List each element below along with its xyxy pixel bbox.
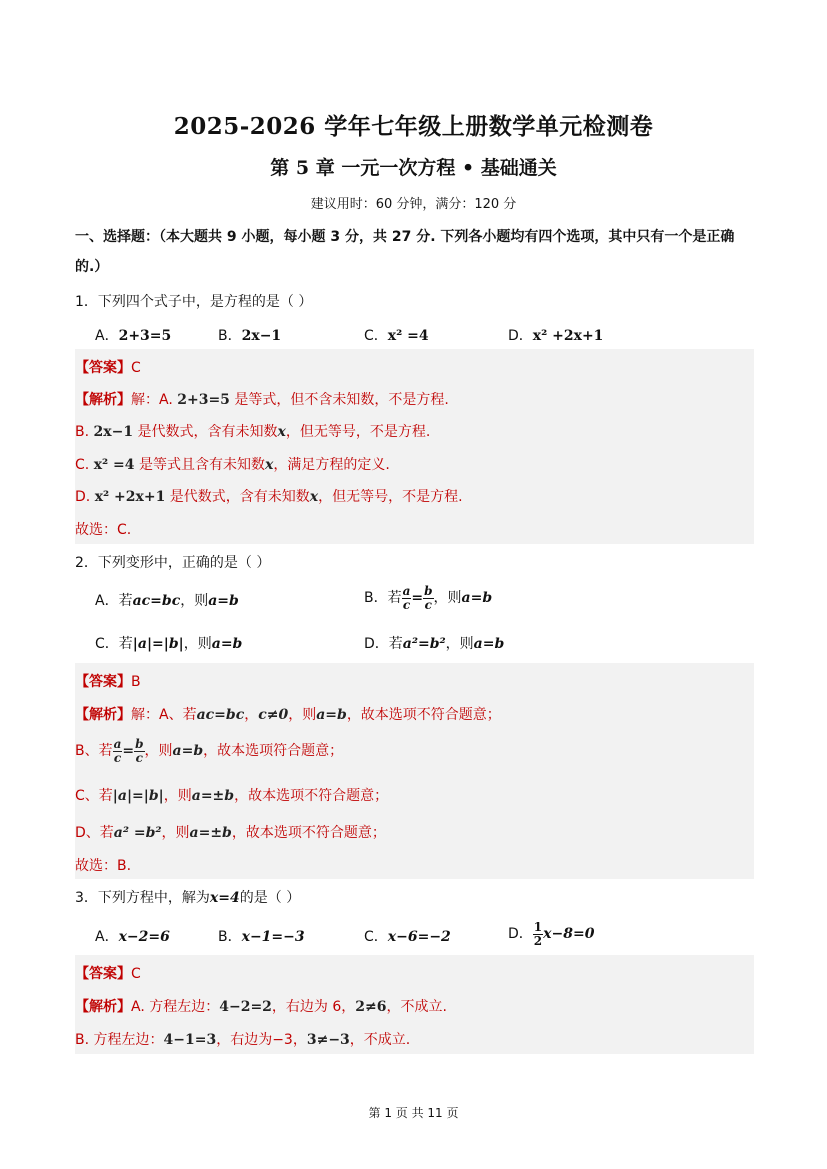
q2-explanation-b [75,732,343,770]
q3-expl-tag: 【解析】 [75,999,131,1015]
q3-explanation-b [75,1029,410,1049]
q1-explanation-b [75,421,430,441]
q2-e3-math: |a|=|b| [112,788,164,804]
q2-e1-post: ，故本选项不符合题意； [346,707,501,723]
q2-e2-frac-right [134,738,144,765]
q2-option-a-pre: A．若 [95,593,133,609]
section-heading: 一、选择题：（本大题共 9 小题，每小题 3 分，共 27 分. 下列各小题均有四个选项，其中只有一个是正确的.） [75,229,735,275]
frac-denominator: c [402,597,411,612]
q2-option-a-res: a=b [208,593,239,609]
q2-option-b-res: a=b [461,590,493,606]
q2-e2-post: ，故本选项符合题意； [203,743,344,759]
q3-e2-math: 4−1=3 [163,1032,217,1048]
frac-denominator: 2 [533,933,543,948]
q2-answer-value: B [131,674,141,690]
frac-numerator: b [135,736,144,751]
q1-expl-b-post1: 是代数式，含有未知数 [137,424,278,440]
q2-e2-eq: = [122,743,135,759]
q3-option-b [218,926,305,946]
q2-e3-pre: C、若 [75,788,113,804]
frac-numerator: a [402,583,411,598]
q2-answer-tag: 【答案】 [75,674,131,690]
q1-expl-a-math: 2+3=5 [177,392,230,408]
frac-numerator: a [113,736,122,751]
q2-option-a [95,590,239,610]
q1-expl-b-pre: B. [75,424,90,440]
q1-option-c-math: x² =4 [387,328,429,344]
q1-option-d-label: D． [508,328,533,344]
q1-expl-c-pre: C. [75,457,90,473]
q2-option-d-pre: D．若 [364,636,403,652]
frac-numerator: 1 [533,919,543,934]
q3-option-a-math: x−2=6 [118,929,170,945]
q2-option-a-mid: ，则 [180,593,209,609]
q1-option-b-label: B． [218,328,242,344]
q2-option-b-pre: B．若 [364,590,402,606]
q2-option-d [364,633,504,653]
q2-option-b [364,579,492,617]
q1-expl-c-post1: 是等式且含有未知数 [138,457,265,473]
q1-expl-d-var: x [309,489,319,505]
q2-e2-res: a=b [172,743,204,759]
q1-expl-b-post2: ，但无等号，不是方程. [285,424,431,440]
q2-e4-pre: D、若 [75,825,114,841]
q3-e2-mid: ，右边为−3， [216,1032,307,1048]
q3-option-c-label: C． [364,929,388,945]
q1-expl-c-math: x² =4 [93,457,135,473]
q2-e2-mid: ，则 [144,743,173,759]
q2-option-b-frac-right [423,585,433,612]
q2-e4-post: ，故本选项不符合题意； [231,825,386,841]
q2-expl-tag: 【解析】 [75,707,131,723]
q1-expl-d-post1: 是代数式，含有未知数 [169,489,310,505]
q1-answer-box [75,349,754,544]
q2-option-c [95,633,242,653]
q1-expl-a-post: 是等式，但不含未知数，不是方程. [234,392,449,408]
q2-explanation-c [75,785,388,805]
exam-info: 建议用时：60 分钟，满分：120 分 [310,197,517,212]
q2-e3-mid: ，则 [163,788,192,804]
q3-answer-tag: 【答案】 [75,966,131,982]
q3-option-d-frac [533,921,543,948]
q1-expl-tag: 【解析】 [75,392,131,408]
q3-e2-post: ，不成立. [349,1032,411,1048]
question-3-stem [75,887,300,907]
q1-option-a-math: 2+3=5 [118,328,172,344]
q2-e1-res: a=b [316,707,347,723]
q2-e2-pre: B、若 [75,743,113,759]
q3-option-d-label: D． [508,926,533,942]
q2-option-d-res: a=b [473,636,505,652]
q1-option-c-label: C． [364,328,388,344]
q1-option-d-math: x² +2x+1 [532,328,604,344]
q2-e1-mid: ，则 [288,707,317,723]
q2-e1-pre: 解：A、若 [131,707,197,723]
q3-answer-value: C [131,966,141,982]
q3-option-d-math: x−8=0 [543,926,595,942]
q1-answer [75,357,141,377]
chapter-subtitle: 第 5 章 一元一次方程 • 基础通关 [270,157,557,179]
q1-expl-b-math: 2x−1 [93,424,134,440]
q1-expl-d-post2: ，但无等号，不是方程. [318,489,463,505]
q3-stem-post: 的是（ ） [239,890,301,906]
page-footer: 第 1 页 共 11 页 [368,1106,459,1120]
q2-e1-math: ac=bc [196,707,245,723]
q3-option-b-math: x−1=−3 [241,929,305,945]
exam-title: 2025-2026 学年七年级上册数学单元检测卷 [173,113,654,140]
q2-option-c-mid: ，则 [183,636,212,652]
q2-answer-box [75,663,754,879]
q1-expl-c-var: x [264,457,274,473]
q3-e1-post: ，不成立. [386,999,447,1015]
q1-option-c [364,325,429,345]
q2-conclusion: 故选：B. [75,858,132,874]
q2-option-d-math: a²=b² [402,636,446,652]
q2-option-b-frac-left [402,585,412,612]
q2-e1-sep: ， [244,707,259,723]
q3-e1-math: 4−2=2 [219,999,272,1015]
q2-option-b-eq: = [411,590,424,606]
q2-e3-post: ，故本选项不符合题意； [234,788,389,804]
q3-e1-ne: 2≠6 [355,999,387,1015]
frac-numerator: b [424,583,433,598]
q2-e2-frac-left [113,738,123,765]
question-2-stem: 2．下列变形中，正确的是（ ） [75,555,271,571]
frac-denominator: c [135,750,143,765]
q1-expl-a-pre: 解：A. [131,392,173,408]
q2-option-c-math: |a|=|b| [132,636,184,652]
q2-explanation-d [75,822,386,842]
q1-explanation-c [75,454,390,474]
q1-explanation-d [75,486,463,506]
q3-option-a-label: A． [95,929,119,945]
q3-stem-pre: 3．下列方程中，解为 [75,890,210,906]
q1-option-b [218,325,281,345]
q3-explanation-a [75,996,447,1016]
q2-answer [75,671,141,691]
q1-expl-d-math: x² +2x+1 [94,489,166,505]
q3-option-b-label: B． [218,929,242,945]
q3-option-d [508,915,594,953]
q2-e3-res: a=±b [191,788,235,804]
q3-e1-pre: A. 方程左边： [131,999,220,1015]
q1-expl-b-var: x [277,424,286,440]
q2-option-b-mid: ，则 [433,590,462,606]
q3-e1-mid: ，右边为 6， [271,999,356,1015]
frac-denominator: c [113,750,122,765]
frac-denominator: c [424,597,432,612]
q1-answer-tag: 【答案】 [75,360,131,376]
q2-option-c-res: a=b [211,636,243,652]
q3-e2-pre: B. 方程左边： [75,1032,164,1048]
q3-option-c-math: x−6=−2 [387,929,451,945]
q2-e4-res: a=±b [189,825,232,841]
q1-option-b-math: 2x−1 [241,328,282,344]
q2-e4-math: a² =b² [113,825,162,841]
q3-stem-math: x=4 [209,890,240,906]
q1-option-a-label: A． [95,328,119,344]
q1-answer-value: C [131,360,141,376]
q1-explanation-a [75,389,449,409]
q1-expl-d-pre: D. [75,489,91,505]
q2-option-c-pre: C．若 [95,636,133,652]
q2-e4-mid: ，则 [161,825,190,841]
q1-conclusion: 故选：C. [75,522,132,538]
q3-answer [75,963,141,983]
q1-option-d [508,325,603,345]
q1-expl-c-post2: ，满足方程的定义. [273,457,390,473]
q2-explanation-a [75,704,501,724]
q2-option-a-math: ac=bc [132,593,181,609]
q1-option-a [95,325,171,345]
q3-option-c [364,926,451,946]
question-1-stem: 1．下列四个式子中，是方程的是（ ） [75,294,313,310]
q2-option-d-mid: ，则 [445,636,474,652]
q3-option-a [95,926,170,946]
q3-e2-ne: 3≠−3 [306,1032,350,1048]
q2-e1-cond: c≠0 [258,707,289,723]
